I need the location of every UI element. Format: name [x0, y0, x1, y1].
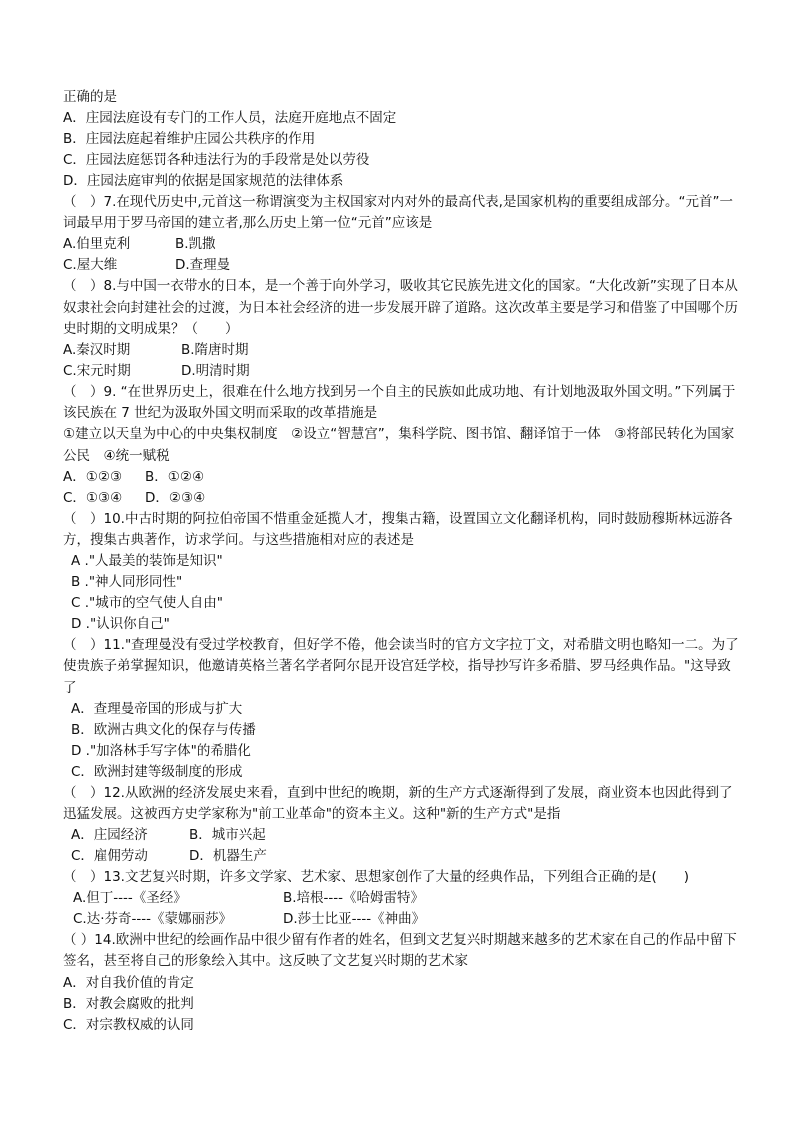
q7-option-c: C.屋大维 — [63, 257, 118, 274]
q9-option-c: C．①③④ — [63, 489, 123, 506]
q6-option-d: D．庄园法庭审判的依据是国家规范的法律体系 — [63, 173, 344, 189]
q13-option-a: A.但丁----《圣经》 — [73, 890, 187, 907]
q9-options-row1 — [63, 467, 743, 488]
q12-stem: （ ）12.从欧洲的经济发展史来看，直到中世纪的晚期，新的生产方式逐渐得到了发展，商业资本也因此得到了迅猛发展。这被西方史学家称为"前工业革命"的资本主义。这种"新的生产方式"是指 — [63, 784, 733, 823]
q11-option-c-label: C．欧洲封建等级制度的形成 — [71, 763, 243, 780]
q6-option-c: C．庄园法庭惩罚各种违法行为的手段常是处以劳役 — [63, 152, 370, 168]
q7-option-a: A.伯里克利 — [63, 236, 131, 253]
q13-options-row2 — [63, 909, 743, 930]
question-list — [63, 87, 743, 1036]
q9-stem: （ ）9. “在世界历史上，很难在什么地方找到另一个自主的民族如此成功地、有计划地汲取外国文明。”下列属于该民族在 7 世纪为汲取外国文明而采取的改革措施是 — [63, 384, 736, 422]
q8-option-a: A.秦汉时期 — [63, 342, 131, 359]
q11-option-d-label: D ."加洛林手写字体"的希腊化 — [71, 742, 251, 759]
q9-options-row2 — [63, 488, 743, 509]
q10-option-a: A ."人最美的装饰是知识" — [71, 553, 223, 570]
q7-option-b: B.凯撒 — [175, 236, 216, 253]
q9-option-b: B．①②④ — [145, 468, 205, 485]
q10-stem: （ ）10.中古时期的阿拉伯帝国不惜重金延揽人才，搜集古籍，设置国立文化翻译机构，同时鼓励穆斯林远游各方，搜集古典著作，访求学问。与这些措施相对应的表述是 — [63, 510, 733, 549]
q7-stem: （ ）7.在现代历史中,元首这一称谓演变为主权国家对内对外的最高代表,是国家机构的重要组成部分。“元首”一词最早用于罗马帝国的建立者,那么历史上第一位“元首”应该是 — [63, 194, 733, 232]
q10-option-c: C ."城市的空气使人自由" — [71, 595, 223, 612]
q13-stem: （ ）13.文艺复兴时期，许多文学家、艺术家、思想家创作了大量的经典作品，下列组合正确的是( ) — [63, 869, 690, 886]
q7-options-row1 — [63, 234, 743, 255]
q8-options-row1 — [63, 340, 743, 361]
q9-items: ①建立以天皇为中心的中央集权制度 ②设立“智慧宫”，集科学院、图书馆、翻译馆于一体 ③将部民转化为国家公民 ④统一赋税 — [63, 426, 735, 464]
q12-options-row1 — [63, 825, 743, 846]
q13-option-d: D.莎士比亚----《神曲》 — [283, 911, 426, 928]
q9-option-a: A．①②③ — [63, 468, 123, 485]
q8-stem: （ ）8.与中国一衣带水的日本，是一个善于向外学习，吸收其它民族先进文化的国家。“大化改新”实现了日本从奴隶社会向封建社会的过渡，为日本社会经济的进一步发展开辟了道路。这次改革主要是学习和借鉴了中国哪个历史时期的文明成果？（ ） — [63, 278, 738, 337]
q8-options-row2 — [63, 361, 743, 382]
q8-option-d: D.明清时期 — [181, 363, 250, 380]
q6-option-b: B．庄园法庭起着维护庄园公共秩序的作用 — [63, 131, 316, 147]
q7-option-d: D.查理曼 — [175, 257, 231, 274]
q12-option-d: D．机器生产 — [189, 848, 267, 865]
q8-option-b: B.隋唐时期 — [181, 342, 249, 359]
q7-options-row2 — [63, 255, 743, 276]
q11-stem: （ ）11."查理曼没有受过学校教育，但好学不倦，他会读当时的官方文字拉丁文，对希腊文明也略知一二。为了使贵族子弟掌握知识，他邀请英格兰著名学者阿尔昆开设宫廷学校，指导抄写许多希腊、罗马经典作品。"这导致了 — [63, 637, 739, 696]
q14-stem: （ ）14.欧洲中世纪的绘画作品中很少留有作者的姓名，但到文艺复兴时期越来越多的艺术家在自己的作品中留下签名，甚至将自己的形象绘入其中。这反映了文艺复兴时期的艺术家 — [63, 932, 737, 970]
q12-options-row2 — [63, 846, 743, 867]
q12-option-a: A．庄园经济 — [71, 827, 148, 844]
q6-option-a: A．庄园法庭设有专门的工作人员，法庭开庭地点不固定 — [63, 110, 397, 126]
q14-option-a: A．对自我价值的肯定 — [63, 974, 194, 991]
q10-option-d: D ."认识你自己" — [71, 616, 170, 633]
q13-option-c: C.达·芬奇----《蒙娜丽莎》 — [73, 911, 232, 928]
q9-option-d: D．②③④ — [145, 489, 206, 506]
q12-option-b: B．城市兴起 — [189, 827, 266, 844]
q6-stem-tail: 正确的是 — [63, 89, 117, 105]
q10-option-b: B ."神人同形同性" — [71, 574, 183, 591]
q13-options-row1 — [63, 888, 743, 909]
q11-option-b: B．欧洲古典文化的保存与传播 — [71, 721, 256, 738]
q13-option-b: B.培根----《哈姆雷特》 — [283, 890, 425, 907]
q8-option-c: C.宋元时期 — [63, 363, 131, 380]
q12-option-c: C．雇佣劳动 — [71, 848, 148, 865]
q14-option-b: B．对教会腐败的批判 — [63, 995, 194, 1012]
q11-option-a: A．查理曼帝国的形成与扩大 — [71, 700, 243, 717]
q14-option-c: C．对宗教权威的认同 — [63, 1016, 194, 1033]
